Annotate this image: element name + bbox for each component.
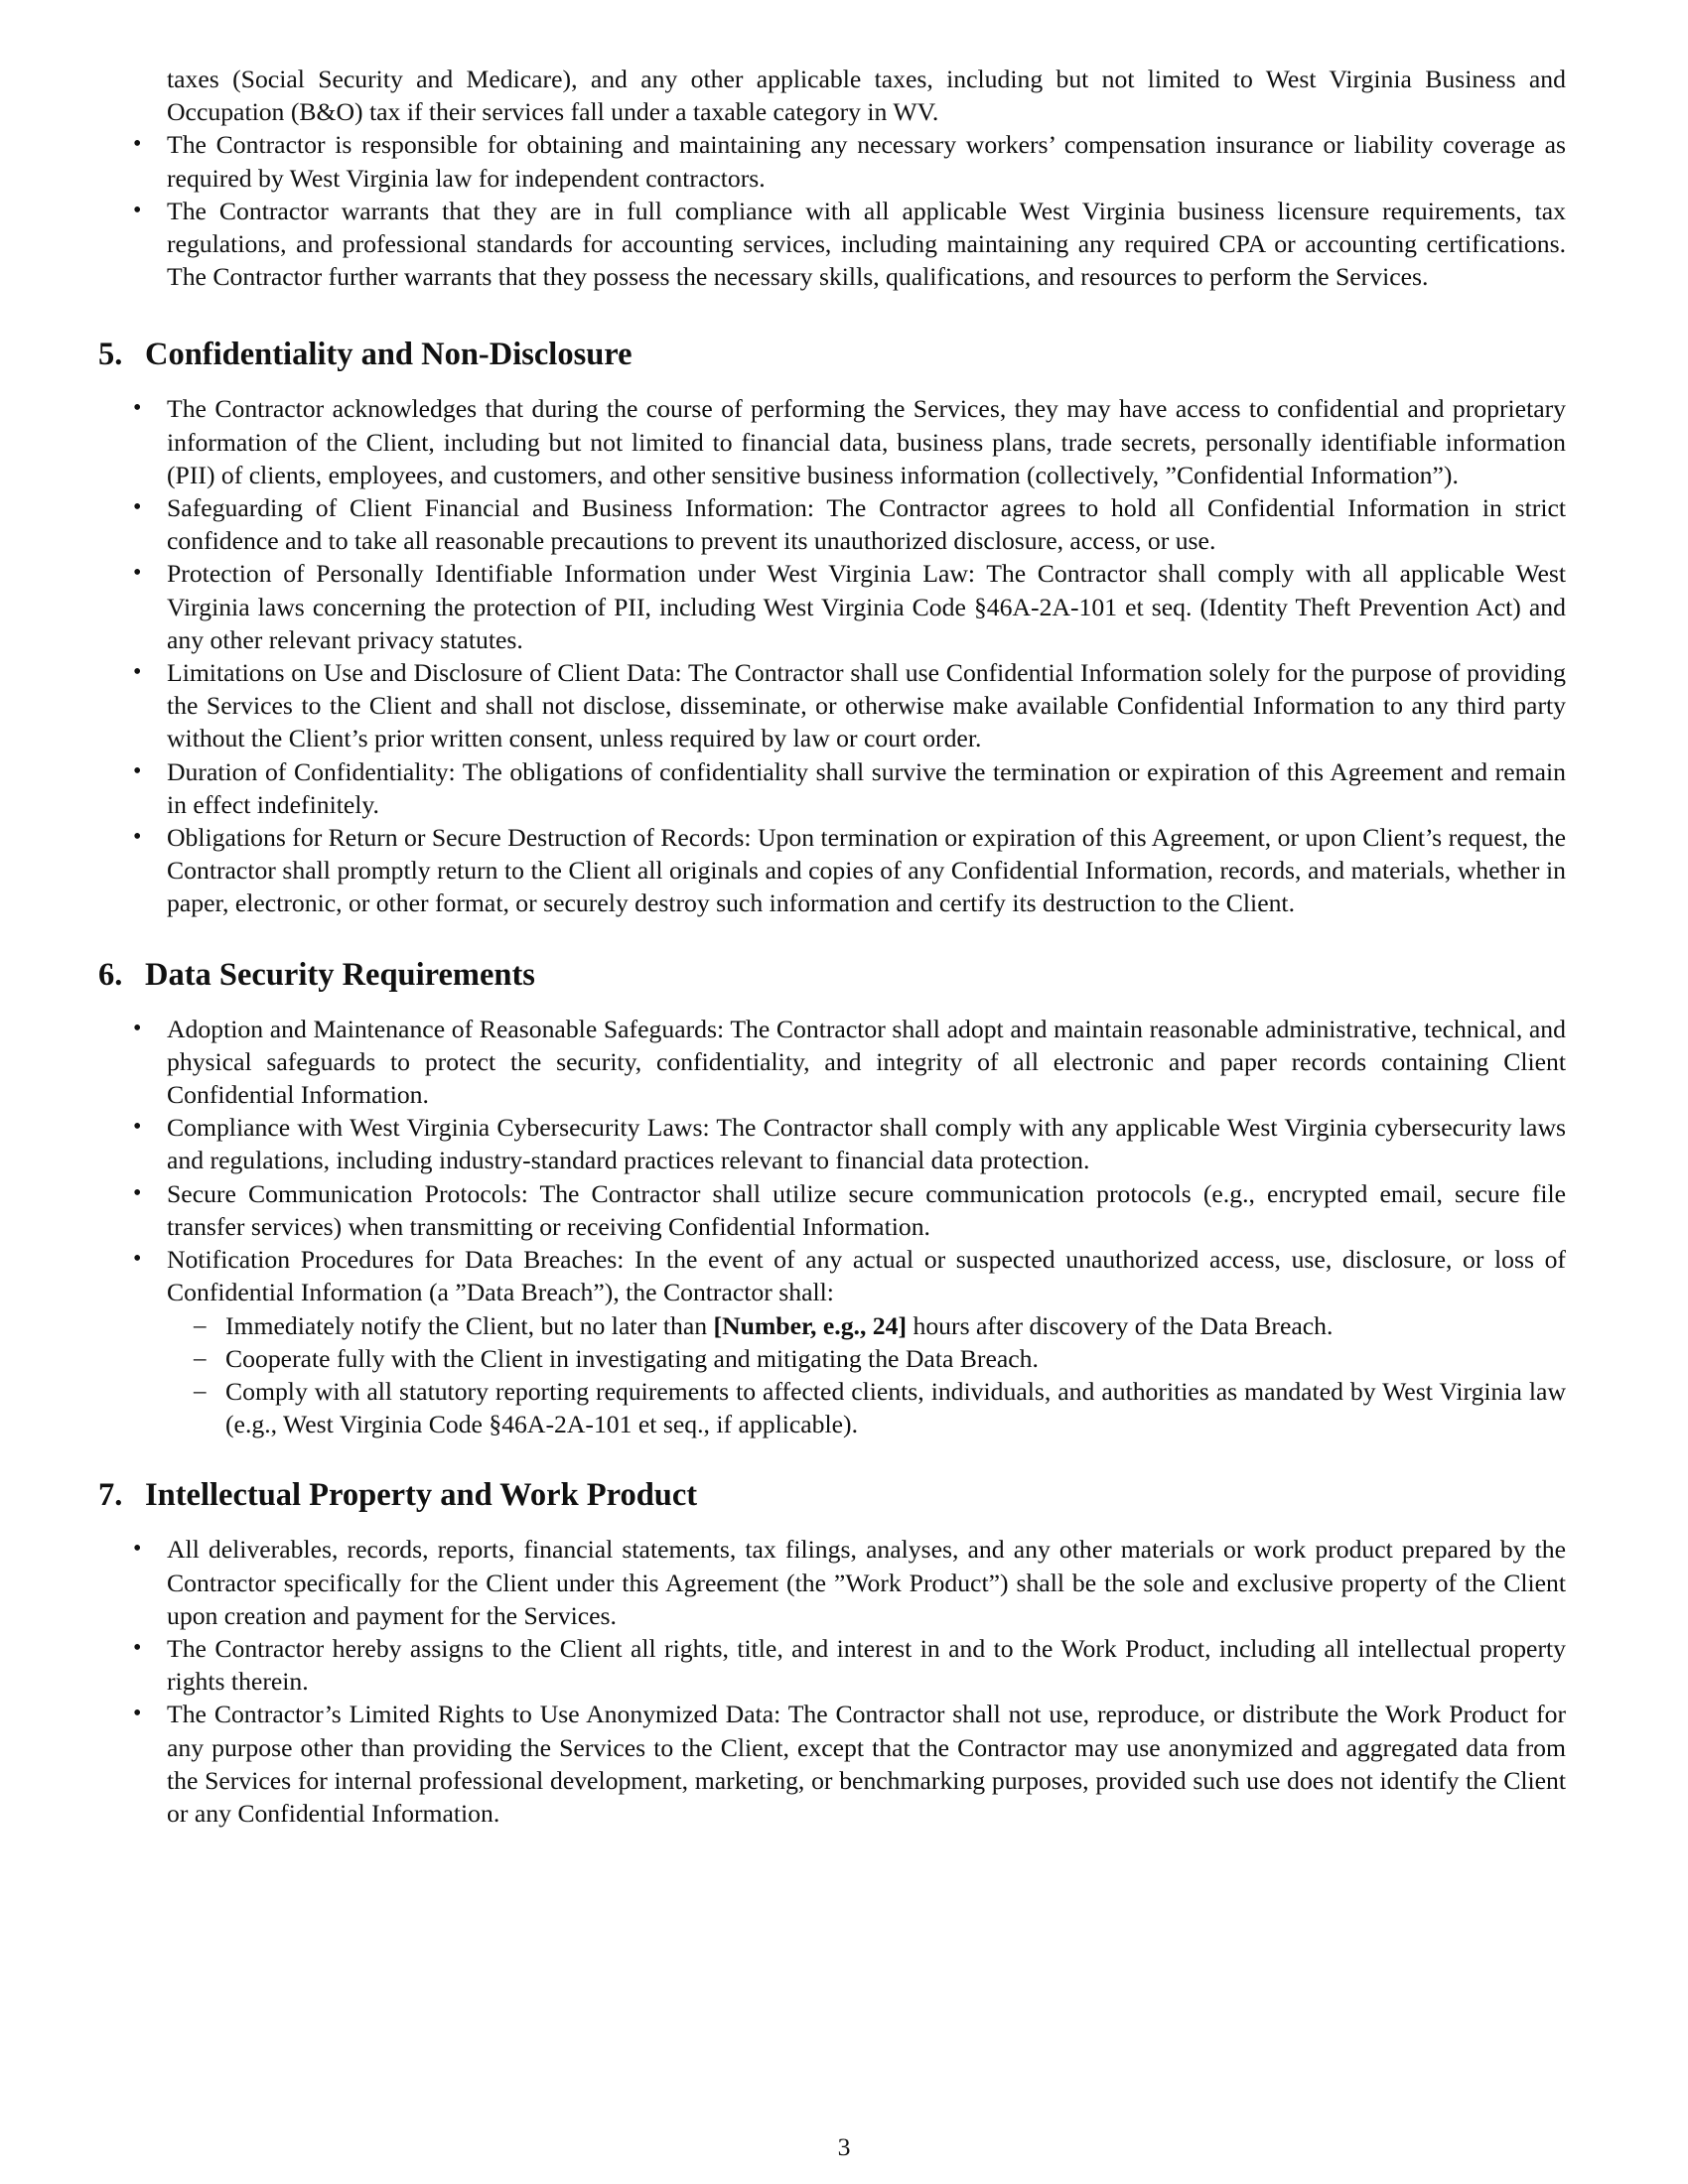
section-number: 7. bbox=[98, 1477, 123, 1514]
sub-list-item: – Cooperate fully with the Client in investigating and mitigating the Data Breach. bbox=[98, 1342, 1566, 1375]
list-item: • The Contractor’s Limited Rights to Use Anonymized Data: The Contractor shall not use, reproduce, or distribute the Work Product for any purpose other than providing the Services to the Client, except that the Contractor may use anonymized and aggregated data from the Services for internal professional development, marketing, or benchmarking purposes, provided such use does not identify the Client or any Confidential Information. bbox=[98, 1698, 1566, 1830]
sub-list-item: – Comply with all statutory reporting requirements to affected clients, individuals, and authorities as mandated by West Virginia law (e.g., West Virginia Code §46A-2A-101 et seq., if applicable). bbox=[98, 1375, 1566, 1440]
section-number: 5. bbox=[98, 337, 123, 373]
list-item: • Obligations for Return or Secure Destruction of Records: Upon termination or expiration of this Agreement, or upon Client’s request, the Contractor shall promptly return to the Client all originals and copies of any Confidential Information, records, and materials, whether in paper, electronic, or other format, or securely destroy such information and certify its destruction to the Client. bbox=[98, 821, 1566, 920]
list-item: • The Contractor hereby assigns to the Client all rights, title, and interest in and to the Work Product, including all intellectual property rights therein. bbox=[98, 1632, 1566, 1698]
list-item: • Safeguarding of Client Financial and Business Information: The Contractor agrees to hold all Confidential Information in strict confidence and to take all reasonable precautions to prevent its unauthorized disclosure, access, or use. bbox=[98, 491, 1566, 557]
list-item: • Secure Communication Protocols: The Contractor shall utilize secure communication protocols (e.g., encrypted email, secure file transfer services) when transmitting or receiving Confidential Information. bbox=[98, 1177, 1566, 1243]
list-item: • The Contractor is responsible for obtaining and maintaining any necessary workers’ compensation insurance or liability coverage as required by West Virginia law for independent contractors. bbox=[98, 128, 1566, 194]
list-item: • Adoption and Maintenance of Reasonable Safeguards: The Contractor shall adopt and maintain reasonable administrative, technical, and physical safeguards to protect the security, confidentiality, and integrity of all electronic and paper records containing Client Confidential Information. bbox=[98, 1013, 1566, 1112]
page-number: 3 bbox=[837, 2132, 851, 2161]
list-item: • Compliance with West Virginia Cybersecurity Laws: The Contractor shall comply with any applicable West Virginia cybersecurity laws and regulations, including industry-standard practices relevant to financial data protection. bbox=[98, 1111, 1566, 1176]
section-6-list bbox=[98, 1013, 1566, 1309]
section-5-list bbox=[98, 392, 1566, 919]
list-item: • Limitations on Use and Disclosure of Client Data: The Contractor shall use Confidential Information solely for the purpose of providing the Services to the Client and shall not disclose, disseminate, or otherwise make available Confidential Information to any third party without the Client’s prior written consent, unless required by law or court order. bbox=[98, 656, 1566, 755]
list-item-continuation bbox=[98, 63, 1566, 128]
section-heading-6 bbox=[98, 955, 1566, 995]
list-item-text: taxes (Social Security and Medicare), and any other applicable taxes, including but not limited to West Virginia Business and Occupation (B&O) tax if their services fall under a taxable category in WV. bbox=[167, 65, 1566, 127]
breach-steps-list bbox=[98, 1309, 1566, 1441]
list-item: • The Contractor acknowledges that during the course of performing the Services, they may have access to confidential and proprietary information of the Client, including but not limited to financial data, business plans, trade secrets, personally identifiable information (PII) of clients, employees, and customers, and other sensitive business information (collectively, ”Confidential Information”). bbox=[98, 392, 1566, 491]
section-title: Confidentiality and Non-Disclosure bbox=[145, 337, 633, 373]
section-title: Data Security Requirements bbox=[145, 956, 535, 993]
placeholder-number: [Number, e.g., 24] bbox=[713, 1310, 908, 1340]
sub-item-text: hours after discovery of the Data Breach. bbox=[907, 1310, 1334, 1340]
list-item: • Protection of Personally Identifiable Information under West Virginia Law: The Contractor shall comply with all applicable West Virginia laws concerning the protection of PII, including West Virginia Code §46A-2A-101 et seq. (Identity Theft Prevention Act) and any other relevant privacy statutes. bbox=[98, 557, 1566, 656]
list-item: • All deliverables, records, reports, financial statements, tax filings, analyses, and any other materials or work product prepared by the Contractor specifically for the Client under this Agreement (the ”Work Product”) shall be the sole and exclusive property of the Client upon creation and payment for the Services. bbox=[98, 1533, 1566, 1632]
sub-item-text: Immediately notify the Client, but no later than bbox=[225, 1310, 714, 1340]
sub-list-item bbox=[98, 1309, 1566, 1342]
list-item: • The Contractor warrants that they are in full compliance with all applicable West Virginia business licensure requirements, tax regulations, and professional standards for accounting services, including maintaining any required CPA or accounting certifications. The Contractor further warrants that they possess the necessary skills, qualifications, and resources to perform the Services. bbox=[98, 195, 1566, 294]
list-item: • Notification Procedures for Data Breaches: In the event of any actual or suspected unauthorized access, use, disclosure, or loss of Confidential Information (a ”Data Breach”), the Contractor shall: bbox=[98, 1243, 1566, 1308]
section-number: 6. bbox=[98, 956, 123, 993]
section-heading-5 bbox=[98, 335, 1566, 374]
section-heading-7 bbox=[98, 1475, 1566, 1515]
section-4-list bbox=[98, 63, 1566, 293]
section-title: Intellectual Property and Work Product bbox=[145, 1477, 698, 1514]
section-7-list bbox=[98, 1533, 1566, 1830]
document-body bbox=[98, 63, 1566, 1830]
list-item: • Duration of Confidentiality: The obligations of confidentiality shall survive the termination or expiration of this Agreement and remain in effect indefinitely. bbox=[98, 755, 1566, 821]
